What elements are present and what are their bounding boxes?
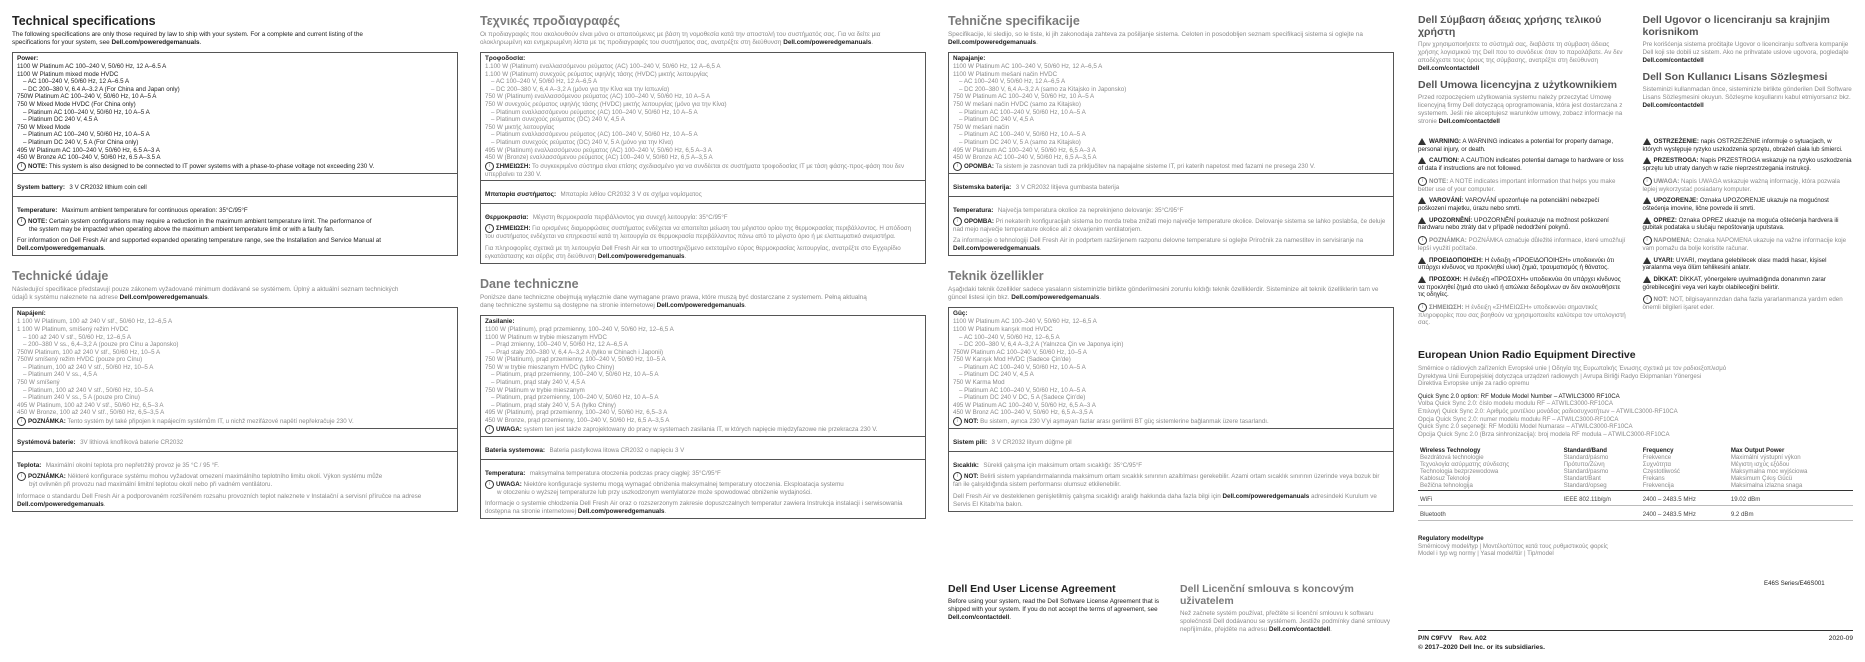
text-line: Opcija Quick Sync 2.0 (Brza sinhronizacija): broj modela RF modula – ATWILC3000-RF10CA xyxy=(1418,430,1670,438)
info-icon: i xyxy=(1418,236,1427,245)
warning-item: OSTRZEŻENIE: napis OSTRZEŻENIE informuje o sytuacjach, w których występuje ryzyko uszkodzenia sprzętu, obrażeń ciała lub śmierci. xyxy=(1642,138,1843,153)
column-english-czech xyxy=(12,14,458,515)
license-grid: Dell Σύμβαση άδειας χρήσης τελικού χρήστη Πριν χρησιμοποιήσετε το σύστημά σας, διαβάστε τη σύμβαση άδειας χρήσης λογισμικού της Dell που το συνόδευε όταν το παραλάβατε. Αν δεν αποδέχεστε τους όρους της σύμβασης, ανατρέξτε στη διεύθυνση Dell.com/contactdell Dell Umowa licencyjna z użytkownikiem Przed rozpoczęciem użytkowania systemu należy przeczytać Umowę licencyjną firmy Dell dotyczącą oprogramowania, która jest dostarczana z systemem. Jeśli nie akceptujesz warunków umowy, zobacz informacje na stronie Dell.com/contactdell Dell Ugovor o licenciranju sa krajnjim korisnikom Pre korišćenja sistema pročitajte Ugovor o licenciranju softvera kompanije Dell koji ste dobili uz sistem. Ako ne prihvatate uslove ugovora, pogledajte Dell.com/contactdell Dell Son Kullanıcı Lisans Sözleşmesi Sisteminizi kullanmadan önce, sisteminizle birlikte gönderilen Dell Software Lisans Sözleşmesini okuyun. Sözleşme koşullarını kabul etmiyorsanız bkz. Dell.com/contactdell xyxy=(1418,14,1852,125)
info-icon: i xyxy=(953,417,962,426)
info-icon: i xyxy=(1418,177,1427,186)
power-line: 1100 W Platinum mešani način HVDC xyxy=(953,70,1058,78)
power-line: 1 100 W Platinum, smíšený režim HVDC xyxy=(17,325,129,333)
power-line: 495 W Platinum AC 100–240 V, 50/60 Hz, 6.5 A–3 A xyxy=(17,146,160,154)
warning-triangle-icon xyxy=(1418,217,1426,224)
spec-title-sl: Tehnične specifikacije xyxy=(948,14,1080,28)
warning-triangle-icon xyxy=(1418,276,1426,283)
power-line: 1100 W Platinum mixed mode HVDC xyxy=(17,70,119,78)
power-line: – Platinum 240 V ss., 5 A (pouze pro Čínu) xyxy=(23,394,140,402)
power-line: – DC 200–380 V, 6,4 A–3,2 A (μόνο για την Κίνα και την Ιαπωνία) xyxy=(491,85,670,93)
eula-en: Dell End User License Agreement Before using your system, read the Dell Software License Agreement that is shipped with your system. If you do not accept the terms of agreement, see Dell.com/contactdell. xyxy=(948,583,1166,622)
power-line: – Platinum, 100 až 240 V stř., 50/60 Hz, 10–5 A xyxy=(23,363,154,371)
power-line: – DC 200–380 V, 6,4 A–3,2 A (samo za Kitajsko in Japonsko) xyxy=(959,85,1127,93)
power-line: 750W Platinum AC 100–240 V, 50/60 Hz, 10–5 A xyxy=(953,348,1087,356)
warning-item: UYARI: UYARI, meydana gelebilecek olası maddi hasar, kişisel yaralanma veya ölüm tehlikesini anlatır. xyxy=(1642,256,1827,272)
power-line: – Platinum DC 240 V DC, 5 A (Sadece Çin'de) xyxy=(959,394,1086,402)
power-line: 450 W Bronz AC 100–240 V, 50/60 Hz, 6,5 A–3,5 A xyxy=(953,409,1094,417)
link-poweredgemanuals[interactable]: Dell.com/poweredgemanuals xyxy=(1222,492,1310,500)
warning-item: PRZESTROGA: Napis PRZESTROGA wskazuje na ryzyko uszkodzenia sprzętu lub utraty danych w razie nieprzestrzegania instrukcji. xyxy=(1642,157,1852,173)
intro-cs: Následující specifikace představují pouze zákonem vyžadované minimum dodávané se systémem. Úplný a aktuální seznam technických údajů k systému naleznete na adrese Dell.com/poweredgemanuals. xyxy=(12,286,399,302)
link-poweredgemanuals[interactable]: Dell.com/poweredgemanuals xyxy=(656,301,745,309)
table-row: WiFi IEEE 802.11b/g/n 2400 – 2483.5 MHz 19.02 dBm xyxy=(1418,491,1853,506)
print-date: 2020-09 xyxy=(1828,635,1853,642)
link-contactdell[interactable]: Dell.com/contactdell xyxy=(1642,102,1704,109)
warning-item: i NOTE: A NOTE indicates important information that helps you make better use of your computer. xyxy=(1418,177,1616,193)
info-icon: i xyxy=(485,162,494,171)
footer xyxy=(1418,630,1853,652)
power-line: 495 W (Platinum) εναλλασσόμενου ρεύματος (AC) 100–240 V, 50/60 Hz, 6,5 A–3 A xyxy=(485,146,712,154)
link-poweredgemanuals[interactable]: Dell.com/poweredgemanuals xyxy=(953,245,1040,253)
warning-item: i UWAGA: Napis UWAGA wskazuje ważną informację, która pozwala lepiej wykorzystać posiadany komputer. xyxy=(1642,177,1840,193)
temp-note-en: i NOTE: Certain system configurations may require a reduction in the maximum ambient temperature limit. The performance of the system may be impacted when operating above the maximum ambient temperature limit or with a faulty fan. xyxy=(17,217,453,234)
revision: Rev. A02 xyxy=(1459,635,1487,642)
spec-title-el: Τεχνικές προδιαγραφές xyxy=(480,14,620,28)
warning-triangle-icon xyxy=(1418,138,1426,145)
table-header: Standard/Band Standard/pásmo Πρότυπο/Ζώνη Standard/pasmo Standart/Bant Standard/opseg xyxy=(1562,446,1641,491)
warning-triangle-icon xyxy=(1643,197,1651,204)
power-line: 1100 W (Platinum), prąd przemienny, 100–240 V, 50/60 Hz, 12–6,5 A xyxy=(485,325,674,333)
text-line: Quick Sync 2.0 seçeneği: RF Modülü Model Numarası – ATWILC3000-RF10CA xyxy=(1418,423,1633,431)
link-contactdell[interactable]: Dell.com/contactdell xyxy=(1268,626,1331,633)
info-icon: i xyxy=(953,472,962,481)
power-line: 450 W Bronze AC 100–240 V, 50/60 Hz, 6,5 A–3,5 A xyxy=(953,154,1097,162)
power-line: – Platinum συνεχούς ρεύματος (DC) 240 V, 4,5 A xyxy=(491,116,625,124)
power-line: 750 W mešani način HVDC (samo za Kitajsko) xyxy=(953,100,1081,108)
table-header: Wireless Technology Bezdrátová technologie Τεχνολογία ασύρματης σύνδεσης Technologia bezprzewodowa Kablosuz Teknoloji Bežična tehnologija xyxy=(1418,446,1562,491)
power-line: 1100 W Platinum w trybie mieszanym HVDC xyxy=(485,333,607,341)
power-line: 1 100 W Platinum, 100 až 240 V stř., 50/60 Hz, 12–6,5 A xyxy=(17,318,173,326)
link-poweredgemanuals[interactable]: Dell.com/poweredgemanuals xyxy=(948,39,1037,46)
power-line: 495 W Platinum AC 100–240 V, 50/60 Hz, 6,5 A–3 A xyxy=(953,401,1096,409)
spec-box-tr: Güç: 1100 W Platinum AC 100–240 V, 50/60 Hz, 12–6,5 A 1100 W Platinum karışık mod HVDC – AC 100–240 V, 50/60 Hz, 12–6,5 A – DC 200–380 V, 6,4 A–3,2 A (Yalnızca Çin ve Japonya için) 750W Platinum AC 100–240 V, 50/60 Hz, 10–5 A 750 W Karışık Mod HVDC (Sadece Çin'de) – Platinum AC 100–240 V, 50/60 Hz, 10 A–5 A – Platinum DC 240 V, 4,5 A 750 W Karma Mod – Platinum AC 100–240 V, 50/60 Hz, 10 A–5 A – Platinum DC 240 V DC, 5 A (Sadece Çin'de) 495 W Platinum AC 100–240 V, 50/60 Hz, 6,5 A–3 A 450 W Bronz AC 100–240 V, 50/60 Hz, 6,5 A–3,5 A i NOT: Bu sistem, ayrıca 230 V'yi aşmayan fazlar arası gerilimli BT güç sistemlerine bağlanmak üzere tasarlandı. Sistem pili: 3 V CR2032 lityum düğme pil Sıcaklık: Sürekli çalışma için maksimum ortam sıcaklığı: 35°C/95°F i NOT: Belirli sistem yapılandırmalarında maksimum ortam sıcaklık sınırının azaltılması gerekebilir. Azami ortam sıcaklık sınırının üzerinde veya bozuk bir fan ile çalışıldığında sistem performansı olumsuz etkilenebilir. Dell Fresh Air ve desteklenen genişletilmiş çalışma sıcaklığı aralığı hakkında daha fazla bilgi için Dell.com/poweredgemanuals adresindeki Kurulum ve Servis El Kitabı'na bakın. xyxy=(948,307,1394,511)
power-line: – Platinum εναλλασσόμενου ρεύματος (AC) 100–240 V, 50/60 Hz, 10 A–5 A xyxy=(491,108,698,116)
power-lines-cs xyxy=(17,318,453,417)
spec-title-pl: Dane techniczne xyxy=(480,276,579,291)
power-line: – Platinum, prąd przemienny, 100–240 V, 50/60 Hz, 10 A–5 A xyxy=(491,394,659,402)
power-line: 450 W Bronze, 100 až 240 V stř., 50/60 Hz, 6,5–3,5 A xyxy=(17,409,165,417)
warning-triangle-icon xyxy=(1418,197,1426,204)
info-icon: i xyxy=(17,417,26,426)
power-line: – Platinum DC 240 V, 5 A (samo za Kitajsko) xyxy=(959,138,1081,146)
power-line: 450 W Bronze, prąd przemienny, 100–240 V, 50/60 Hz, 6,5 A–3,5 A xyxy=(485,417,670,425)
power-line: – Prąd stały 200–380 V, 6,4 A–3,2 A (tylko w Chinach i Japonii) xyxy=(491,348,664,356)
power-line: 750W smíšený režim HVDC (pouze pro Čínu) xyxy=(17,356,143,364)
power-line: – Platinum AC 100–240 V, 50/60 Hz, 10 A–5 A xyxy=(23,108,150,116)
info-icon: i xyxy=(1643,236,1652,245)
warning-item: UPOZORENJE: Oznaka UPOZORENJE ukazuje na mogućnost oštećenja imovine, lične povrede ili smrti. xyxy=(1642,197,1829,212)
power-line: 750 W mešani način xyxy=(953,123,1010,131)
warning-item: OPREZ: Oznaka OPREZ ukazuje na moguća oštećenja hardvera ili gubitak podataka u slučaju nepoštovanja uputstava. xyxy=(1642,216,1839,232)
warning-item: i NAPOMENA: Oznaka NAPOMENA ukazuje na važne informacije koje vam pomažu da bolje koristite računar. xyxy=(1642,236,1847,252)
text-line: Model i typ wg normy | Yasal model/tür | Tip/model xyxy=(1418,550,1554,558)
power-line: 495 W Platinum, 100 až 240 V stř., 50/60 Hz, 6,5–3 A xyxy=(17,401,164,409)
warning-triangle-icon xyxy=(1418,157,1426,164)
spec-box-el: Τροφοδοσία: 1.100 W (Platinum) εναλλασσόμενου ρεύματος (AC) 100–240 V, 50/60 Hz, 12 A–6,5 A 1.100 W (Platinum) συνεχούς ρεύματος υψηλής τάσης (HVDC) μικτής λειτουργίας – AC 100–240 V, 50/60 Hz, 12 A–6,5 A – DC 200–380 V, 6,4 A–3,2 A (μόνο για την Κίνα και την Ιαπωνία) 750 W (Platinum) εναλλασσόμενου ρεύματος (AC) 100–240 V, 50/60 Hz, 10 A–5 A 750 W συνεχούς ρεύματος υψηλής τάσης (HVDC) μικτής λειτουργίας (μόνο για την Κίνα) – Platinum εναλλασσόμενου ρεύματος (AC) 100–240 V, 50/60 Hz, 10 A–5 A – Platinum συνεχούς ρεύματος (DC) 240 V, 4,5 A 750 W μικτής λειτουργίας – Platinum εναλλασσόμενου ρεύματος (AC) 100–240 V, 50/60 Hz, 10 A–5 A – Platinum συνεχούς ρεύματος (DC) 240 V, 5 A (μόνο για την Κίνα) 495 W (Platinum) εναλλασσόμενου ρεύματος (AC) 100–240 V, 50/60 Hz, 6,5 A–3 A 450 W (Bronze) εναλλασσόμενου ρεύματος (AC) 100–240 V, 50/60 Hz, 6,5 A–3,5 A i ΣΗΜΕΙΩΣΗ: Το συγκεκριμένο σύστημα είναι επίσης σχεδιασμένο για να συνδέεται σε συστήματα τροφοδοσίας IT με τάση φάσης-προς-φάση που δεν υπερβαίνει τα 230 V. Μπαταρία συστήματος: Μπαταρία λιθίου CR2032 3 V σε σχήμα νομίσματος Θερμοκρασία: Μέγιστη θερμοκρασία περιβάλλοντος για συνεχή λειτουργία: 35°C/95°F i ΣΗΜΕΙΩΣΗ: Για ορισμένες διαμορφώσεις συστήματος ενδέχεται να απαιτείται μείωση του μέγιστου ορίου της θερμοκρασίας περιβάλλοντος. Η απόδοση του συστήματος ενδέχεται να επηρεαστεί κατά τη λειτουργία σε θερμοκρασία περιβάλλοντος πάνω από το μέγιστο όριο ή με ελαττωματικό ανεμιστήρα. Για πληροφορίες σχετικά με τη λειτουργία Dell Fresh Air και το υποστηριζόμενο εκτεταμένο εύρος θερμοκρασίας λειτουργίας, ανατρέξτε στο Εγχειρίδιο εγκατάστασης και σέρβις στη διεύθυνση Dell.com/poweredgemanuals. xyxy=(480,52,926,264)
info-icon: i xyxy=(17,472,26,481)
warnings-left xyxy=(1418,138,1629,331)
power-line: – Platinum DC 240 V, 4,5 A xyxy=(959,116,1034,124)
power-line: 1100 W Platinum AC 100–240 V, 50/60 Hz, 12–6,5 A xyxy=(953,318,1097,326)
info-icon: i xyxy=(1418,303,1427,312)
power-line: 750 W Mixed Mode HVDC (For China only) xyxy=(17,100,136,108)
info-icon: i xyxy=(17,162,26,171)
power-line: – Platinum AC 100–240 V, 50/60 Hz, 10 A–5 A xyxy=(23,131,150,139)
spec-title-tr: Teknik özellikler xyxy=(948,269,1044,284)
link-contactdell[interactable]: Dell.com/contactdell xyxy=(948,614,1010,621)
text-line: Quick Sync 2.0 option: RF Module Model Number – ATWILC3000 RF10CA xyxy=(1418,392,1620,400)
power-line: – Platinum AC 100–240 V, 50/60 Hz, 10 A–5 A xyxy=(959,131,1086,139)
info-icon: i xyxy=(1643,295,1652,304)
link-contactdell[interactable]: Dell.com/contactdell xyxy=(1642,57,1704,64)
power-line: 750W Platinum, 100 až 240 V stř., 50/60 Hz, 10–5 A xyxy=(17,348,161,356)
power-line: – Platinum 240 V ss., 4,5 A xyxy=(23,371,98,379)
eula-title-cs: Dell Licenční smlouva s koncovým uživatelem xyxy=(1180,583,1354,607)
eula-cs: Dell Licenční smlouva s koncovým uživatelem Než začnete systém používat, přečtěte si licenční smlouvu k softwaru společnosti Dell dodávanou se systémem. Jestliže podmínky dané smlouvy nepřijímáte, přejděte na adresu Dell.com/contactdell. xyxy=(1180,583,1398,634)
power-line: 750 W (Platinum) εναλλασσόμενου ρεύματος (AC) 100–240 V, 50/60 Hz, 10 A–5 A xyxy=(485,93,711,101)
power-line: 495 W Platinum AC 100–240 V, 50/60 Hz, 6,5 A–3 A xyxy=(953,146,1096,154)
spec-box-sl: Napajanje: 1100 W Platinum AC 100–240 V, 50/60 Hz, 12 A–6,5 A 1100 W Platinum mešani način HVDC – AC 100–240 V, 50/60 Hz, 12 A–6,5 A – DC 200–380 V, 6,4 A–3,2 A (samo za Kitajsko in Japonsko) 750 W Platinum AC 100–240 V, 50/60 Hz, 10 A–5 A 750 W mešani način HVDC (samo za Kitajsko) – Platinum AC 100–240 V, 50/60 Hz, 10 A–5 A – Platinum DC 240 V, 4,5 A 750 W mešani način – Platinum AC 100–240 V, 50/60 Hz, 10 A–5 A – Platinum DC 240 V, 5 A (samo za Kitajsko) 495 W Platinum AC 100–240 V, 50/60 Hz, 6,5 A–3 A 450 W Bronze AC 100–240 V, 50/60 Hz, 6,5 A–3,5 A i OPOMBA: Ta sistem je zasnovan tudi za priključitev na napajalne sisteme IT, pri katerih napetost med fazami ne presega 230 V. Sistemska baterija: 3 V CR2032 litijeva gumbasta baterija Temperatura: Največja temperatura okolice za neprekinjeno delovanje: 35°C/95°F i OPOMBA: Pri nekaterih konfiguracijah sistema bo morda treba znižati mejo največje temperature okolice. Delovanje sistema se lahko poslabša, če deluje nad mejo največje temperature okolice ali z okvarjenim ventilatorjem. Za informacije o tehnologiji Dell Fresh Air in podprtem razširjenem razponu delovne temperature si oglejte Priročnik za namestitev in servisiranje na Dell.com/poweredgemanuals. xyxy=(948,52,1394,256)
power-line: – Platinum DC 240 V, 5 A (For China only) xyxy=(23,138,139,146)
power-section-en: Power: 1100 W Platinum AC 100–240 V, 50/60 Hz, 12 A–6.5 A 1100 W Platinum mixed mode HVDC – AC 100–240 V, 50/60 Hz, 12 A–6.5 A – DC 200–380 V, 6.4 A–3.2 A (For China and Japan only) 750W Platinum AC 100–240 V, 50/60 Hz, 10 A–5 A 750 W Mixed Mode HVDC (For China only) – Platinum AC 100–240 V, 50/60 Hz, 10 A–5 A – Platinum DC 240 V, 4.5 A 750 W Mixed Mode – Platinum AC 100–240 V, 50/60 Hz, 10 A–5 A – Platinum DC 240 V, 5 A (For China only) 495 W Platinum AC 100–240 V, 50/60 Hz, 6.5 A–3 A 450 W Bronze AC 100–240 V, 50/60 Hz, 6.5 A–3.5 A i NOTE: This system is also designed to be connected to IT power systems with a phase-to-phase voltage not exceeding 230 V. xyxy=(13,53,457,174)
power-line: – Prąd zmienny, 100–240 V, 50/60 Hz, 12 A–6,5 A xyxy=(491,341,628,349)
warning-item: i POZNÁMKA: POZNÁMKA označuje důležité informace, které umožňují lepší využití počítače. xyxy=(1418,236,1626,252)
intro-sl: Specifikacije, ki sledijo, so le tiste, ki jih zakonodaja zahteva za pošiljanje sistema. Celoten in posodobljen seznam specifikacij sistema si oglejte na Dell.com/poweredgemanuals. xyxy=(948,31,1363,46)
warning-triangle-icon xyxy=(1643,138,1651,145)
power-lines-en xyxy=(17,63,453,162)
power-line: 450 W (Bronze) εναλλασσόμενου ρεύματος (AC) 100–240 V, 50/60 Hz, 6,5 A–3,5 A xyxy=(485,154,713,162)
intro-tr: Aşağıdaki teknik özellikler sadece yasaların sisteminizle birlikte gönderilmesini zorunlu kıldığı teknik özelliklerdir. Sisteminize ait teknik özelliklerin tam ve güncel listesi için bkz. Dell.com/poweredgemanuals. xyxy=(948,286,1379,302)
warning-item: DİKKAT: DİKKAT, yönergelere uyulmadığında donanımın zarar görebileceğini veya veri kaybı olabileceğini belirtir. xyxy=(1642,275,1826,291)
power-line: – Platinum, 100 až 240 V stř., 50/60 Hz, 10–5 A xyxy=(23,386,154,394)
power-line: – 200–380 V ss., 6,4–3,2 A (pouze pro Čínu a Japonsko) xyxy=(23,341,179,349)
power-line: 1100 W Platinum karışık mod HVDC xyxy=(953,325,1053,333)
table-row: Bluetooth 2400 – 2483.5 MHz 9.2 dBm xyxy=(1418,506,1853,521)
power-line: 750 W Karışık Mod HVDC (Sadece Çin'de) xyxy=(953,356,1071,364)
power-line: – AC 100–240 V, 50/60 Hz, 12 A–6.5 A xyxy=(23,78,130,86)
power-line: – Platinum AC 100–240 V, 50/60 Hz, 10 A–5 A xyxy=(959,108,1086,116)
power-line: 750W Platinum AC 100–240 V, 50/60 Hz, 10 A–5 A xyxy=(17,93,157,101)
power-line: – Platinum AC 100–240 V, 50/60 Hz, 10 A–5 A xyxy=(959,386,1086,394)
power-line: – Platinum, prąd stały 240 V, 5 A (tylko Chiny) xyxy=(491,401,616,409)
link-poweredgemanuals[interactable]: Dell.com/poweredgemanuals xyxy=(111,39,200,46)
text-line: Směrnice o rádiových zařízeních Evropské unie | Οδηγία της Ευρωπαϊκής Ένωσης σχετικά με τον ραδιοεξοπλισμό xyxy=(1418,364,1727,372)
text-line: Direktiva Evropske unije za radio opremu xyxy=(1418,380,1530,388)
power-lines-el xyxy=(485,63,921,162)
power-line: – Platinum, prąd przemienny, 100–240 V, 50/60 Hz, 10 A–5 A xyxy=(491,371,659,379)
spec-title-en: Technical specifications xyxy=(12,14,156,28)
warning-item: UPOZORNĚNÍ: UPOZORNĚNÍ poukazuje na možnost poškození hardwaru nebo ztráty dat v případě nedodržení pokynů. xyxy=(1418,216,1609,232)
power-line: 750 W Mixed Mode xyxy=(17,123,71,131)
power-lines-sl xyxy=(953,63,1389,162)
spec-box-en xyxy=(12,52,458,256)
table-header: Frequency Frekvence Συχνότητα Częstotliwość Frekans Frekvencija xyxy=(1641,446,1729,491)
link-poweredgemanuals[interactable]: Dell.com/poweredgemanuals xyxy=(119,294,208,302)
warning-triangle-icon xyxy=(1643,217,1651,224)
info-icon: i xyxy=(17,217,26,226)
intro-en: The following specifications are only those required by law to ship with your system. For a complete and current listing of the specifications for your system, see Dell.com/poweredgemanuals. xyxy=(12,31,363,46)
column-slovenian-turkish xyxy=(948,14,1394,515)
power-line: – AC 100–240 V, 50/60 Hz, 12–6,5 A xyxy=(959,333,1060,341)
power-line: – 100 až 240 V stř., 50/60 Hz, 12–6,5 A xyxy=(23,333,132,341)
eu-title: European Union Radio Equipment Directive xyxy=(1418,348,1636,361)
warning-item: CAUTION: A CAUTION indicates potential damage to hardware or loss of data if instructions are not followed. xyxy=(1418,157,1624,173)
warning-item: ΠΡΟΕΙΔΟΠΟΙΗΣΗ: Η ένδειξη «ΠΡΟΕΙΔΟΠΟΙΗΣΗ» υποδεικνύει ότι υπάρχει κίνδυνος να προκληθεί υλική ζημιά, τραυματισμός ή θάνατος. xyxy=(1418,256,1614,272)
link-contactdell[interactable]: Dell.com/contactdell xyxy=(1418,65,1480,72)
power-line: – Platinum DC 240 V, 4.5 A xyxy=(23,116,98,124)
battery-section-en: System battery: 3 V CR2032 lithium coin cell xyxy=(13,174,457,197)
power-line: – AC 100–240 V, 50/60 Hz, 12 A–6,5 A xyxy=(491,78,598,86)
link-poweredgemanuals[interactable]: Dell.com/poweredgemanuals xyxy=(1011,294,1100,302)
eu-directive xyxy=(1418,349,1853,558)
warning-triangle-icon xyxy=(1643,257,1651,264)
info-icon: i xyxy=(1643,177,1652,186)
temp-section-en: Temperature: Maximum ambient temperature for continuous operation: 35°C/95°F i NOTE: Certain system configurations may require a reduction in the maximum ambient temperature limit. The performance of the system may be impacted when operating above the maximum ambient temperature limit or with a faulty fan. For information on Dell Fresh Air and supported expanded operating temperature range, see the Installation and Service Manual at Dell.com/poweredgemanuals. xyxy=(13,197,457,256)
power-line: – Platinum συνεχούς ρεύματος (DC) 240 V, 5 A (μόνο για την Κίνα) xyxy=(491,138,674,146)
intro-el: Οι προδιαγραφές που ακολουθούν είναι μόνο οι απαιτούμενες με βάση τη νομοθεσία κατά την αποστολή του συστήματός σας. Για να δείτε μια ολοκληρωμένη και ενημερωμένη λίστα με τις προδιαγραφές του συστήματος σας, ανατρέξτε στη διεύθυνση Dell.com/poweredgemanuals. xyxy=(480,31,881,46)
column-greek-polish xyxy=(480,14,926,522)
power-line: – Platinum εναλλασσόμενου ρεύματος (AC) 100–240 V, 50/60 Hz, 10 A–5 A xyxy=(491,131,698,139)
warning-item: VAROVÁNÍ: VAROVÁNÍ upozorňuje na potenciální nebezpečí poškození majetku, úrazu nebo smrti. xyxy=(1418,197,1600,212)
regulatory-model-value: E46S Series/E46S001 xyxy=(1764,580,1825,587)
power-line: – Platinum, prąd stały 240 V, 4,5 A xyxy=(491,379,586,387)
warning-item: i ΣΗΜΕΙΩΣΗ: Η ένδειξη «ΣΗΜΕΙΩΣΗ» υποδεικνύει σημαντικές πληροφορίες που σας βοηθούν να χρησιμοποιείτε καλύτερα τον υπολογιστή σας. xyxy=(1418,303,1626,327)
power-lines-tr xyxy=(953,318,1389,417)
link-poweredgemanuals[interactable]: Dell.com/poweredgemanuals xyxy=(17,245,104,253)
info-icon: i xyxy=(485,425,494,434)
link-poweredgemanuals[interactable]: Dell.com/poweredgemanuals xyxy=(577,508,665,516)
power-line: 750 W Platinum AC 100–240 V, 50/60 Hz, 10 A–5 A xyxy=(953,93,1095,101)
power-line: 1100 W Platinum AC 100–240 V, 50/60 Hz, 12 A–6.5 A xyxy=(17,63,167,70)
power-line: 750 W (Platinum), prąd przemienny, 100–240 V, 50/60 Hz, 10–5 A xyxy=(485,356,666,364)
power-line: 750 W Platinum w trybie mieszanym xyxy=(485,386,585,394)
power-line: 750 W συνεχούς ρεύματος υψηλής τάσης (HVDC) μικτής λειτουργίας (μόνο για την Κίνα) xyxy=(485,100,727,108)
intro-pl: Poniższe dane techniczne obejmują wyłącznie dane wymagane prawo prawa, które muszą być dostarczane z systemem. Pełną aktualną danę techniczne systemu są dostępne na stronie internetowej Dell.com/poweredgemanuals. xyxy=(480,293,867,309)
power-line: 750 W smíšený xyxy=(17,379,60,387)
regulatory-model: Regulatory model/type Směrnicový model/typ | Μοντέλο/τύπος κατά τους ρυθμιστικούς φορείς Model i typ wg normy | Yasal model/tür | Tip/model xyxy=(1418,535,1853,558)
warning-item: i NOT: NOT, bilgisayarınızdan daha fazla yararlanmanıza yardım eden önemli bilgileri işaret eder. xyxy=(1642,296,1843,312)
link-poweredgemanuals[interactable]: Dell.com/poweredgemanuals xyxy=(17,500,104,508)
power-line: – DC 200–380 V, 6,4 A–3,2 A (Yalnızca Çin ve Japonya için) xyxy=(959,341,1124,349)
info-icon: i xyxy=(953,162,962,171)
link-poweredgemanuals[interactable]: Dell.com/poweredgemanuals xyxy=(597,252,685,260)
part-number: P/N C9FVV xyxy=(1418,635,1453,642)
warnings-right xyxy=(1643,138,1854,331)
warning-triangle-icon xyxy=(1643,276,1651,283)
column-licenses-regulatory xyxy=(1418,14,1853,558)
text-line: Dyrektywa Unii Europejskiej dotycząca urządzeń radiowych | Avrupa Birliği Radyo Ekipmanları Yönergesi xyxy=(1418,372,1702,380)
spec-box-cs: Napájení: 1 100 W Platinum, 100 až 240 V stř., 50/60 Hz, 12–6,5 A 1 100 W Platinum, smíšený režim HVDC – 100 až 240 V stř., 50/60 Hz, 12–6,5 A – 200–380 V ss., 6,4–3,2 A (pouze pro Čínu a Japonsko) 750W Platinum, 100 až 240 V stř., 50/60 Hz, 10–5 A 750W smíšený režim HVDC (pouze pro Čínu) – Platinum, 100 až 240 V stř., 50/60 Hz, 10–5 A – Platinum 240 V ss., 4,5 A 750 W smíšený – Platinum, 100 až 240 V stř., 50/60 Hz, 10–5 A – Platinum 240 V ss., 5 A (pouze pro Čínu) 495 W Platinum, 100 až 240 V stř., 50/60 Hz, 6,5–3 A 450 W Bronze, 100 až 240 V stř., 50/60 Hz, 6,5–3,5 A i POZNÁMKA: Tento systém byl také připojen k napájecím systémům IT, u nichž mezifázové napětí nepřekračuje 230 V. Systémová baterie: 3V lithiová knoflíková baterie CR2032 Teplota: Maximální okolní teplota pro nepřetržitý provoz je 35 °C / 95 °F. i POZNÁMKA: Některé konfigurace systému mohou vyžadovat omezení maximálního teplotního limitu okolí. Výkon systému může být ovlivněn při provozu nad maximální limitní teplotou okolí nebo při vadném ventilátoru. Informace o standardu Dell Fresh Air a podporovaném rozšířeném rozsahu provozních teplot naleznete v Instalační a servisní příručce na adrese Dell.com/poweredgemanuals. xyxy=(12,307,458,511)
table-header: Max Output Power Maximální výstupní výkon Μέγιστη ισχύς εξόδου Maksymalna moc wyjściowa Maksimum Çıkış Gücü Maksimalna izlazna snaga xyxy=(1729,446,1853,491)
power-line: 750 W w trybie mieszanym HVDC (tylko Chiny) xyxy=(485,363,615,371)
power-line: 750 W Karma Mod xyxy=(953,379,1005,387)
info-icon: i xyxy=(485,224,494,233)
text-line: Volba Quick Sync 2.0: číslo modelu modulu RF – ATWILC3000-RF10CA xyxy=(1418,400,1613,408)
power-line: 1.100 W (Platinum) εναλλασσόμενου ρεύματος (AC) 100–240 V, 50/60 Hz, 12 A–6,5 A xyxy=(485,63,721,70)
text-line: Směrnicový model/typ | Μοντέλο/τύπος κατά τους ρυθμιστικούς φορείς xyxy=(1418,542,1608,550)
power-line: 450 W Bronze AC 100–240 V, 50/60 Hz, 6.5 A–3.5 A xyxy=(17,154,161,162)
power-line: 1100 W Platinum AC 100–240 V, 50/60 Hz, 12 A–6,5 A xyxy=(953,63,1103,70)
power-line: 1.100 W (Platinum) συνεχούς ρεύματος υψηλής τάσης (HVDC) μικτής λειτουργίας xyxy=(485,70,708,78)
warning-item: WARNING: A WARNING indicates a potential for property damage, personal injury, or death. xyxy=(1418,138,1614,153)
fresh-air-en: For information on Dell Fresh Air and supported expanded operating temperature range, see the Installation and Service Manual at Dell.com/poweredgemanuals. xyxy=(17,237,382,253)
eula-title-en: Dell End User License Agreement xyxy=(948,583,1116,595)
link-contactdell[interactable]: Dell.com/contactdell xyxy=(1438,118,1500,125)
power-lines-pl xyxy=(485,326,921,425)
link-poweredgemanuals[interactable]: Dell.com/poweredgemanuals xyxy=(783,39,872,46)
radio-table xyxy=(1418,446,1853,521)
power-line: 495 W (Platinum), prąd przemienny, 100–240 V, 50/60 Hz, 6,5–3 A xyxy=(485,409,668,417)
warning-triangle-icon xyxy=(1643,157,1651,164)
spec-box-pl: Zasilanie: 1100 W (Platinum), prąd przemienny, 100–240 V, 50/60 Hz, 12–6,5 A 1100 W Platinum w trybie mieszanym HVDC – Prąd zmienny, 100–240 V, 50/60 Hz, 12 A–6,5 A – Prąd stały 200–380 V, 6,4 A–3,2 A (tylko w Chinach i Japonii) 750 W (Platinum), prąd przemienny, 100–240 V, 50/60 Hz, 10–5 A 750 W w trybie mieszanym HVDC (tylko Chiny) – Platinum, prąd przemienny, 100–240 V, 50/60 Hz, 10 A–5 A – Platinum, prąd stały 240 V, 4,5 A 750 W Platinum w trybie mieszanym – Platinum, prąd przemienny, 100–240 V, 50/60 Hz, 10 A–5 A – Platinum, prąd stały 240 V, 5 A (tylko Chiny) 495 W (Platinum), prąd przemienny, 100–240 V, 50/60 Hz, 6,5–3 A 450 W Bronze, prąd przemienny, 100–240 V, 50/60 Hz, 6,5 A–3,5 A i UWAGA: system ten jest także zaprojektowany do pracy w systemach zasilania IT, w których napięcie międzyfazowe nie przekracza 230 V. Bateria systemowa: Bateria pastylkowa litowa CR2032 o napięciu 3 V Temperatura: maksymalna temperatura otoczenia podczas pracy ciągłej: 35°C/95°F i UWAGA: Niektóre konfiguracje systemu mogą wymagać obniżenia maksymalnej temperatury otoczenia. Eksploatacja systemu w otoczeniu o wyższej temperaturze lub przy uszkodzonym wentylatorze może spowodować obniżenie wydajności. Informacje o systemie chłodzenia Dell Fresh Air oraz o rozszerzonym zakresie dopuszczalnych temperatur zawiera Instrukcja instalacji i serwisowania dostępna na stronie internetowej Dell.com/poweredgemanuals. xyxy=(480,315,926,519)
power-line: – AC 100–240 V, 50/60 Hz, 12 A–6,5 A xyxy=(959,78,1066,86)
info-icon: i xyxy=(953,217,962,226)
warning-triangle-icon xyxy=(1418,257,1426,264)
text-line: Επιλογή Quick Sync 2.0: Αριθμός μοντέλου μονάδας ραδιοσυχνοτήτων – ATWILC3000-RF10CA xyxy=(1418,407,1678,415)
info-icon: i xyxy=(485,480,494,489)
warning-grid xyxy=(1418,138,1853,331)
spec-title-cs: Technické údaje xyxy=(12,269,109,284)
power-line: 750 W μικτής λειτουργίας xyxy=(485,123,555,131)
text-line: Opcja Quick Sync 2.0: numer modelu modułu RF – ATWILC3000-RF10CA xyxy=(1418,415,1619,423)
power-note-en: i NOTE: This system is also designed to be connected to IT power systems with a phase-to-phase voltage not exceeding 230 V. xyxy=(17,162,453,171)
power-line: – Platinum DC 240 V, 4,5 A xyxy=(959,371,1034,379)
power-line: – Platinum AC 100–240 V, 50/60 Hz, 10 A–5 A xyxy=(959,363,1086,371)
power-line: – DC 200–380 V, 6.4 A–3.2 A (For China and Japan only) xyxy=(23,85,180,93)
copyright: © 2017–2020 Dell Inc. or its subsidiaries. xyxy=(1418,644,1545,651)
warning-item: ΠΡΟΣΟΧΗ: Η ένδειξη «ΠΡΟΣΟΧΗ» υποδεικνύει ότι υπάρχει κίνδυνος να προκληθεί ζημιά στο υλικό ή απώλεια δεδομένων αν δεν ακολουθήσετε τις οδηγίες. xyxy=(1418,275,1621,299)
